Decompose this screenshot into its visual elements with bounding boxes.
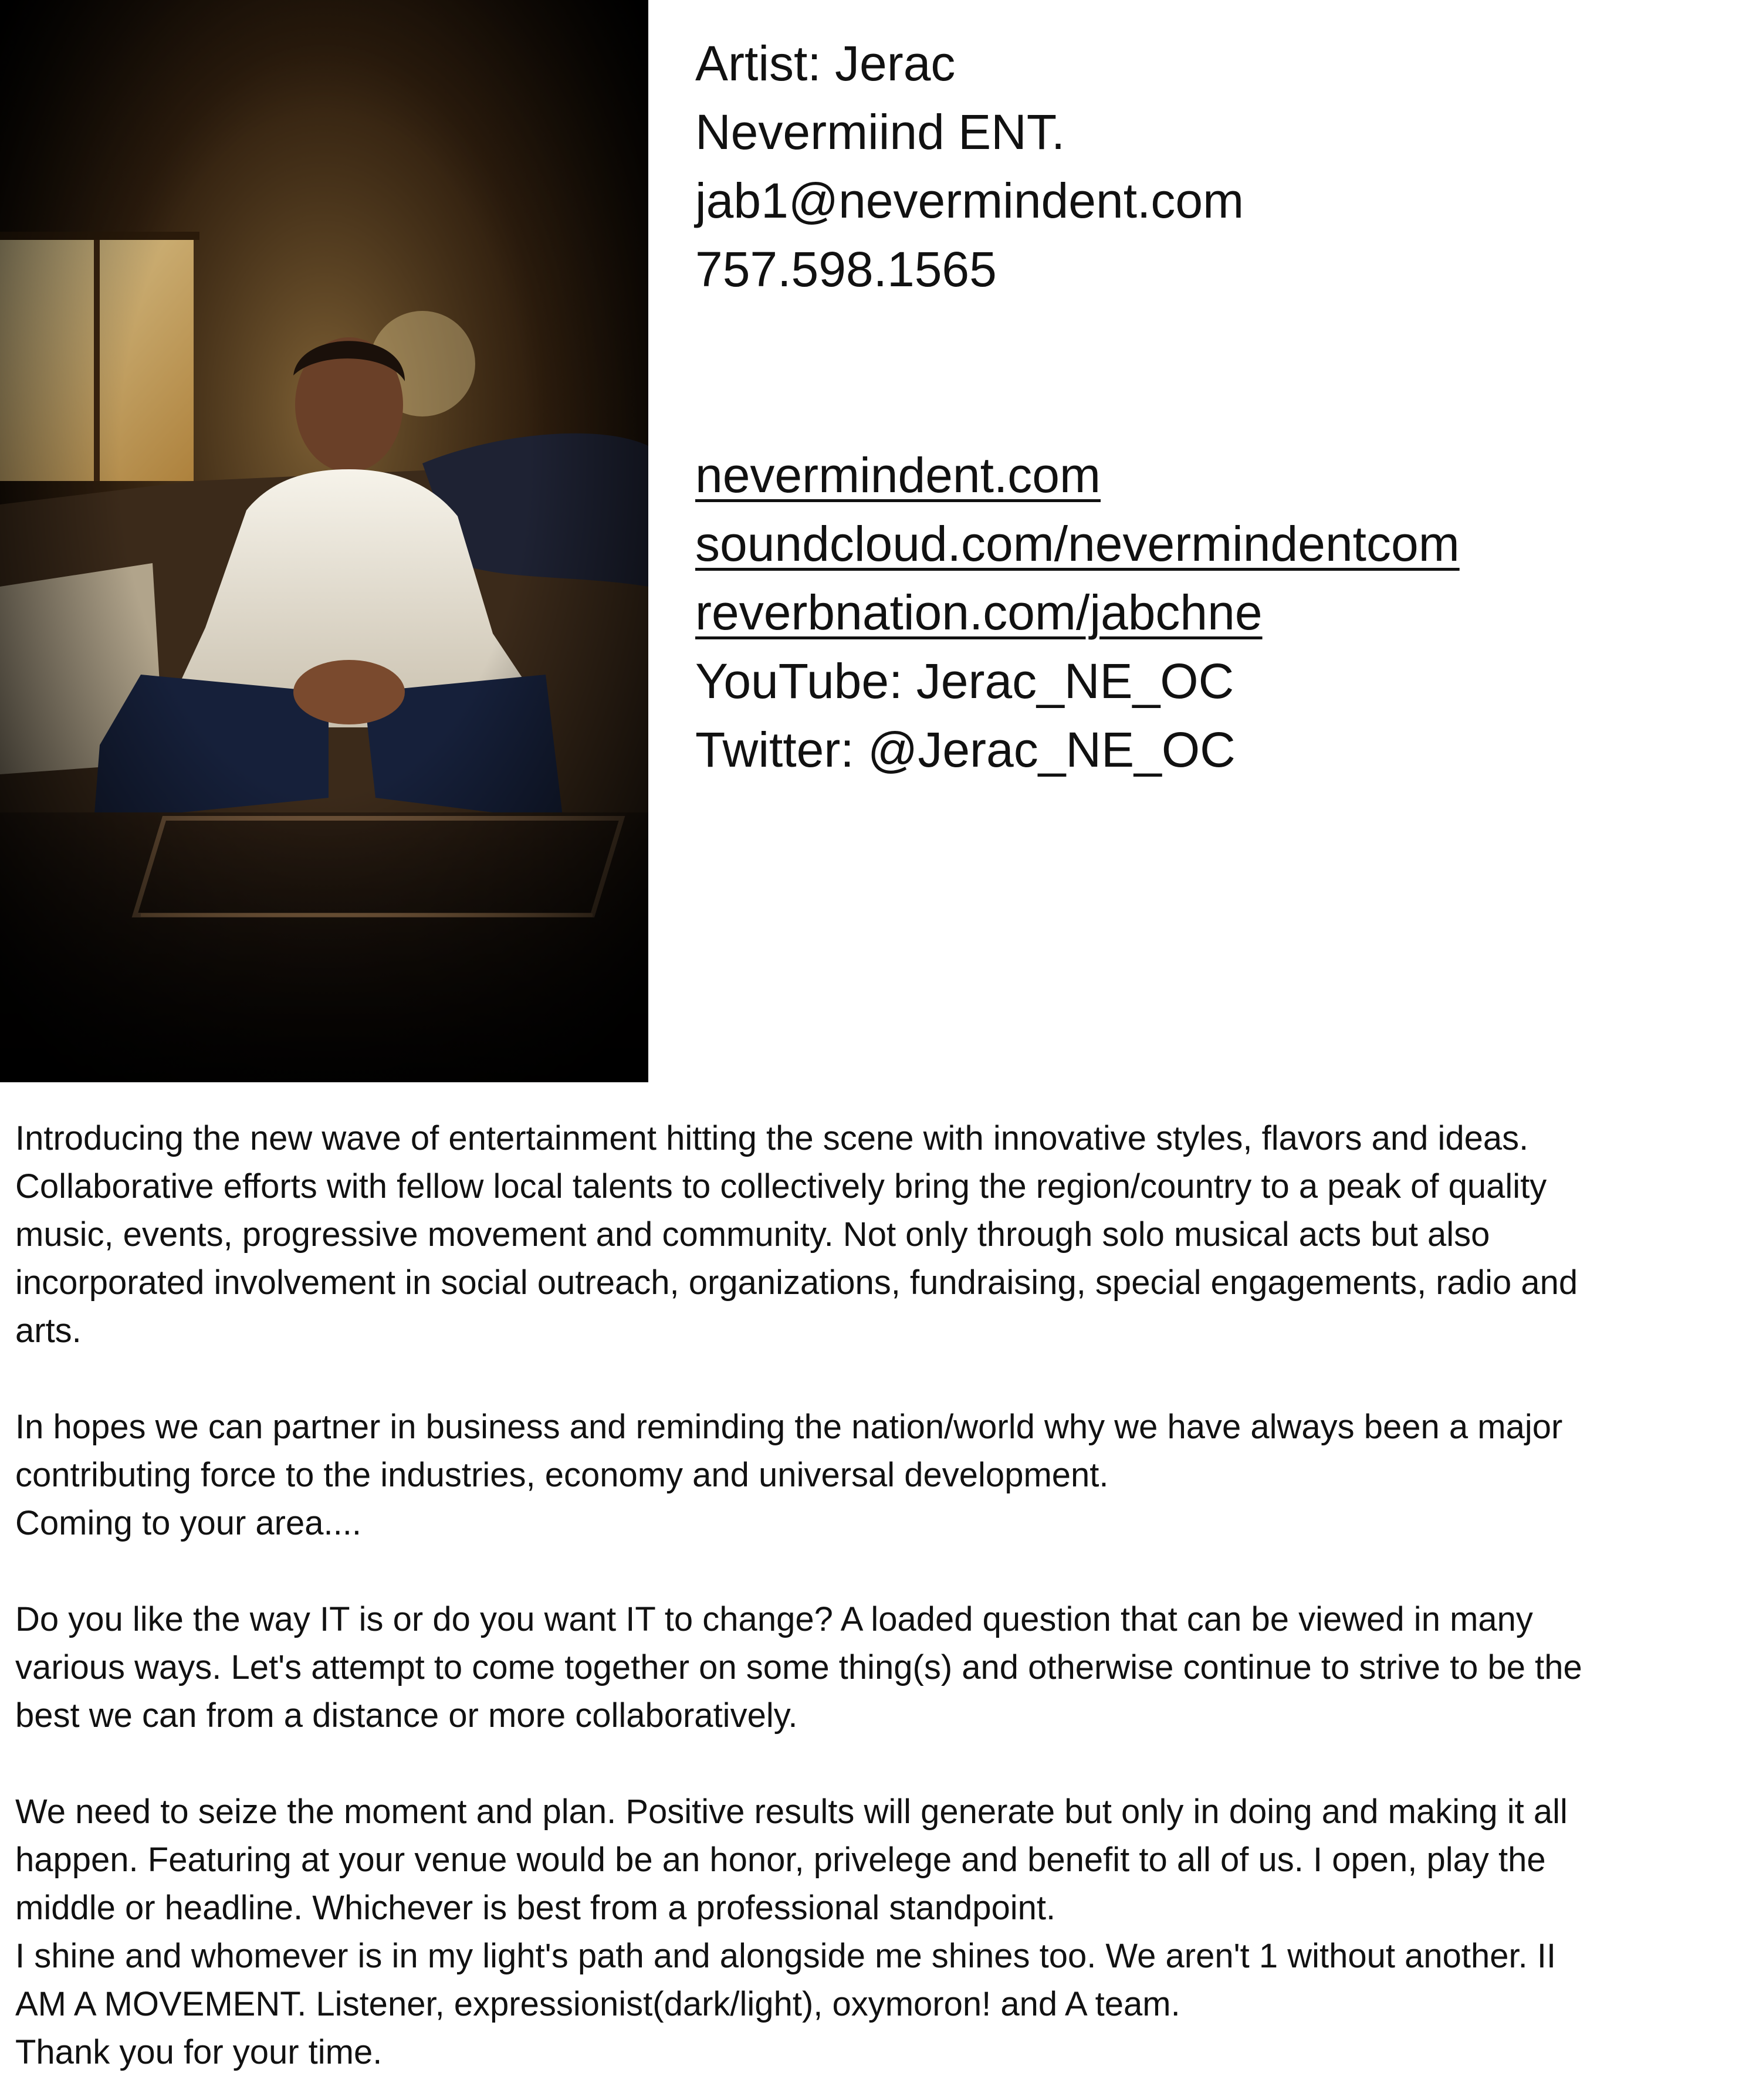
spacer	[695, 304, 1728, 441]
body-text	[15, 1115, 1728, 2077]
text-line: AM A MOVEMENT. Listener, expressionist(dark/light), oxymoron! and A team.	[15, 1985, 1180, 2023]
youtube-handle: YouTube: Jerac_NE_OC	[695, 653, 1234, 709]
text-line: Introducing the new wave of entertainment hitting the scene with innovative styles, flavors and ideas.	[15, 1119, 1529, 1157]
text-line: contributing force to the industries, economy and universal development.	[15, 1456, 1109, 1494]
text-line: best we can from a distance or more collaboratively.	[15, 1696, 798, 1735]
artist-photo-illustration	[0, 0, 648, 1082]
twitter-handle: Twitter: @Jerac_NE_OC	[695, 722, 1236, 777]
text-line: arts.	[15, 1312, 82, 1350]
text-line: Collaborative efforts with fellow local talents to collectively bring the region/country to a peak of quality	[15, 1167, 1547, 1205]
website-link[interactable]: nevermindent.com	[695, 448, 1101, 503]
paragraph-closing	[15, 1788, 1728, 2077]
phone: 757.598.1565	[695, 242, 997, 297]
reverbnation-link[interactable]: reverbnation.com/jabchne	[695, 585, 1263, 640]
company-name: Nevermiind ENT.	[695, 104, 1065, 160]
text-line: We need to seize the moment and plan. Positive results will generate but only in doing and making it all	[15, 1793, 1568, 1831]
artist-name: Artist: Jerac	[695, 36, 956, 91]
artist-photo	[0, 0, 648, 1082]
text-line: middle or headline. Whichever is best from a professional standpoint.	[15, 1889, 1056, 1927]
paragraph-question	[15, 1596, 1728, 1740]
text-line: Coming to your area....	[15, 1504, 361, 1542]
soundcloud-link[interactable]: soundcloud.com/nevermindentcom	[695, 516, 1460, 571]
text-line: music, events, progressive movement and community. Not only through solo musical acts but also	[15, 1215, 1490, 1254]
text-line: happen. Featuring at your venue would be an honor, privelege and benefit to all of us. I open, play the	[15, 1841, 1546, 1879]
text-line: Do you like the way IT is or do you want IT to change? A loaded question that can be viewed in many	[15, 1600, 1533, 1638]
text-line: Thank you for your time.	[15, 2033, 383, 2071]
paragraph-intro	[15, 1115, 1728, 1355]
text-line: In hopes we can partner in business and reminding the nation/world why we have always been a major	[15, 1408, 1563, 1446]
text-line: I shine and whomever is in my light's path and alongside me shines too. We aren't 1 without another. II	[15, 1937, 1556, 1975]
text-line: various ways. Let's attempt to come together on some thing(s) and otherwise continue to strive to be the	[15, 1648, 1582, 1686]
contact-block	[695, 29, 1728, 784]
email[interactable]: jab1@nevermindent.com	[695, 173, 1244, 228]
text-line: incorporated involvement in social outreach, organizations, fundraising, special engagements, radio and	[15, 1264, 1578, 1302]
paragraph-partner	[15, 1403, 1728, 1547]
